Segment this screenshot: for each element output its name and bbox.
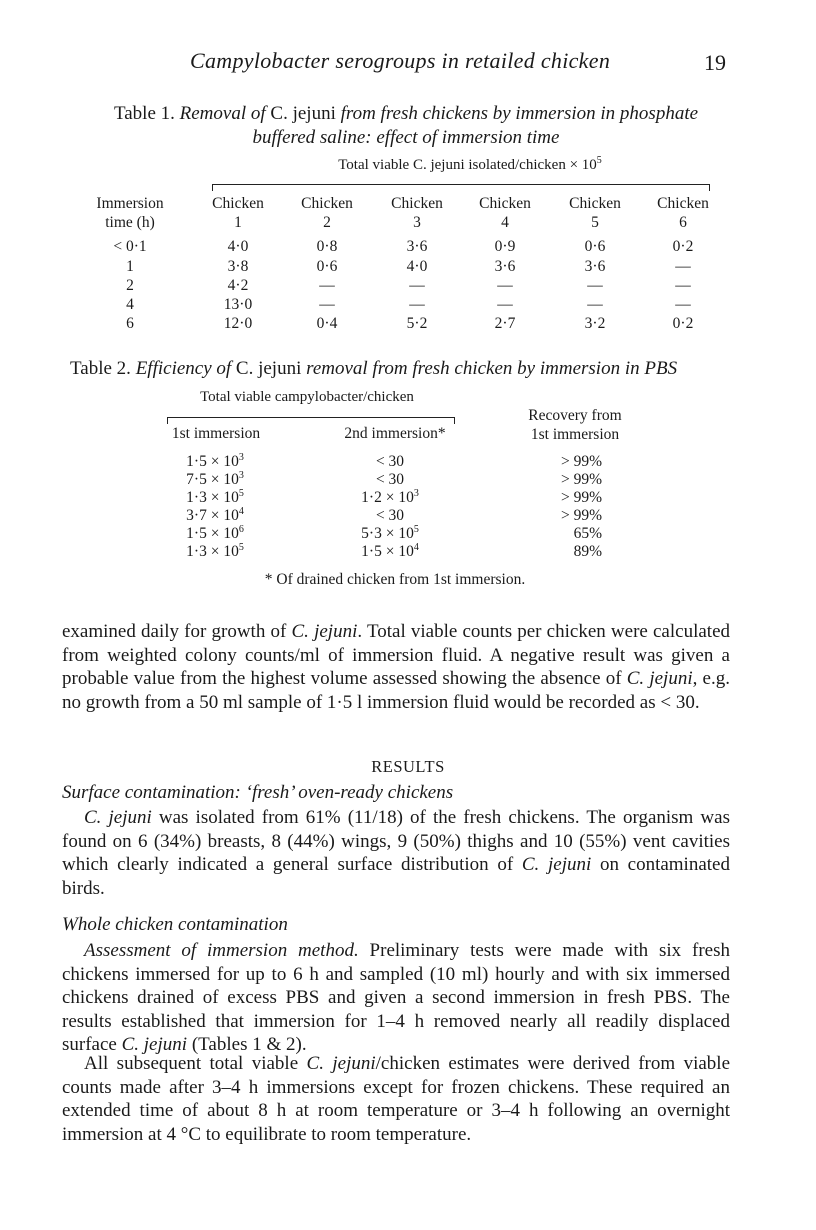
table1-cell: 2·7 [494, 315, 516, 332]
table2-brace [167, 417, 455, 418]
table1-col-header: Chicken 6 [657, 195, 709, 231]
table2-recovery-value: > 99% [560, 507, 602, 524]
table1-col-header: Chicken 1 [212, 195, 264, 231]
table1-cell: — [319, 277, 335, 294]
table1-cell: 13·0 [223, 296, 253, 313]
table2-recovery-value: 65% [573, 525, 602, 542]
table2-second-value: $1\cdot 5 \times 10^4$ [361, 541, 419, 560]
table2 [0, 0, 816, 600]
results-heading: RESULTS [371, 757, 445, 776]
table1-cell: — [409, 296, 425, 313]
table1-cell: — [587, 277, 603, 294]
table2-second-value: < 30 [375, 507, 405, 524]
table2-first-value: $7\cdot 5 \times 10^3$ [186, 469, 244, 488]
table1-caption: Table 1. Removal of C. jejuni from fresh chickens by immersion in phosphate buffered saline: effect of immersion time [113, 103, 699, 148]
table2-second-value: < 30 [375, 471, 405, 488]
table2-first-value: $1\cdot 3 \times 10^5$ [186, 541, 244, 560]
table1-cell: 0·2 [672, 238, 694, 255]
table1-span-header: Total viable C. jejuni isolated/chicken × $10^5$ [338, 155, 602, 173]
table1-cell: 3·6 [494, 258, 516, 275]
table2-col-first: 1st immersion [171, 425, 261, 442]
table2-second-value: < 30 [375, 453, 405, 470]
table1-cell: 0·6 [316, 258, 338, 275]
table1-row-header: Immersion time (h) [96, 195, 164, 231]
subheading-whole-chicken: Whole chicken contamination [62, 914, 288, 935]
table1-cell: 3·8 [227, 258, 249, 275]
table1-row-time: 6 [126, 315, 134, 332]
table2-footnote: * Of drained chicken from 1st immersion. [264, 571, 526, 588]
table1-cell: 3·6 [584, 258, 606, 275]
table1-cell: — [675, 258, 691, 275]
paragraph-methods-end: examined daily for growth of C. jejuni. Total viable counts per chicken were calculated from weighted colony counts/ml of immersion fluid. A negative result was given a probable value from the highest volume assessed showing the absence of C. jejuni, e.g. no growth from a 50 ml sample of 1·5 l immersion fluid would be recorded as < 30. [62, 621, 731, 713]
table1-row-time: 2 [126, 277, 134, 294]
table2-second-value: $1\cdot 2 \times 10^3$ [361, 487, 419, 506]
table1-cell: — [319, 296, 335, 313]
subheading-surface: Surface contamination: ‘fresh’ oven-ready chickens [62, 782, 454, 803]
table2-caption: Table 2. Efficiency of C. jejuni removal from fresh chicken by immersion in PBS [70, 358, 678, 379]
table1-cell: 0·2 [672, 315, 694, 332]
table1-cell: 0·9 [494, 238, 516, 255]
table1-cell: 0·8 [316, 238, 338, 255]
table1-cell: 4·2 [227, 277, 249, 294]
table1-cell: 3·6 [406, 238, 428, 255]
table1-cell: — [497, 277, 513, 294]
paragraph-estimates: All subsequent total viable C. jejuni/chicken estimates were derived from viable counts made after 3–4 h immersions except for frozen chickens. These required an extended time of about 8 h at room temperature or 3–4 h following an overnight immersion at 4 °C to equilibrate to room temperature. [62, 1053, 730, 1145]
table1-cell: — [409, 277, 425, 294]
table2-col-second: 2nd immersion* [344, 425, 446, 442]
table1-cell: 4·0 [406, 258, 428, 275]
table1-cell: 0·4 [316, 315, 338, 332]
paragraph-immersion: Assessment of immersion method. Preliminary tests were made with six fresh chickens immersed for up to 6 h and sampled (10 ml) hourly and with six immersed chickens drained of excess PBS and given a second immersion in fresh PBS. The results established that immersion for 1–4 h removed nearly all readily displaced surface C. jejuni (Tables 1 & 2). [62, 940, 730, 1055]
table2-first-value: $1\cdot 5 \times 10^3$ [186, 451, 244, 470]
page-number: 19 [704, 50, 726, 75]
table2-recovery-value: > 99% [560, 453, 602, 470]
table2-second-value: $5\cdot 3 \times 10^5$ [361, 523, 419, 542]
table2-span-header: Total viable campylobacter/chicken [200, 389, 414, 405]
table2-first-value: $3\cdot 7 \times 10^4$ [186, 505, 244, 524]
table1-cell: 0·6 [584, 238, 606, 255]
table1-cell: 5·2 [406, 315, 428, 332]
table1-cell: — [675, 277, 691, 294]
table1-row-time: < 0·1 [113, 238, 147, 255]
table1-cell: 12·0 [223, 315, 253, 332]
table1-cell: — [587, 296, 603, 313]
table1-col-header: Chicken 3 [391, 195, 443, 231]
table2-recovery-value: > 99% [560, 471, 602, 488]
table2-first-value: $1\cdot 3 \times 10^5$ [186, 487, 244, 506]
paragraph-surface: C. jejuni was isolated from 61% (11/18) of the fresh chickens. The organism was found on 6 (34%) breasts, 8 (44%) wings, 9 (50%) thighs and 10 (55%) vent cavities which clearly indicated a general surface distribution of C. jejuni on contaminated birds. [62, 807, 730, 899]
table1-col-header: Chicken 4 [479, 195, 531, 231]
table1-col-header: Chicken 2 [301, 195, 353, 231]
table1-cell: 4·0 [227, 238, 249, 255]
table1-col-header: Chicken 5 [569, 195, 621, 231]
table2-recovery-value: > 99% [560, 489, 602, 506]
table1-cell: 3·2 [584, 315, 606, 332]
table2-recovery-value: 89% [573, 543, 602, 560]
table1-cell: — [497, 296, 513, 313]
table1-cell: — [675, 296, 691, 313]
table2-col-recovery: Recovery from 1st immersion [528, 407, 622, 443]
table1-row-time: 4 [126, 296, 134, 313]
running-title: Campylobacter serogroups in retailed chicken [190, 48, 611, 73]
table2-first-value: $1\cdot 5 \times 10^6$ [186, 523, 244, 542]
table1-row-time: 1 [126, 258, 134, 275]
